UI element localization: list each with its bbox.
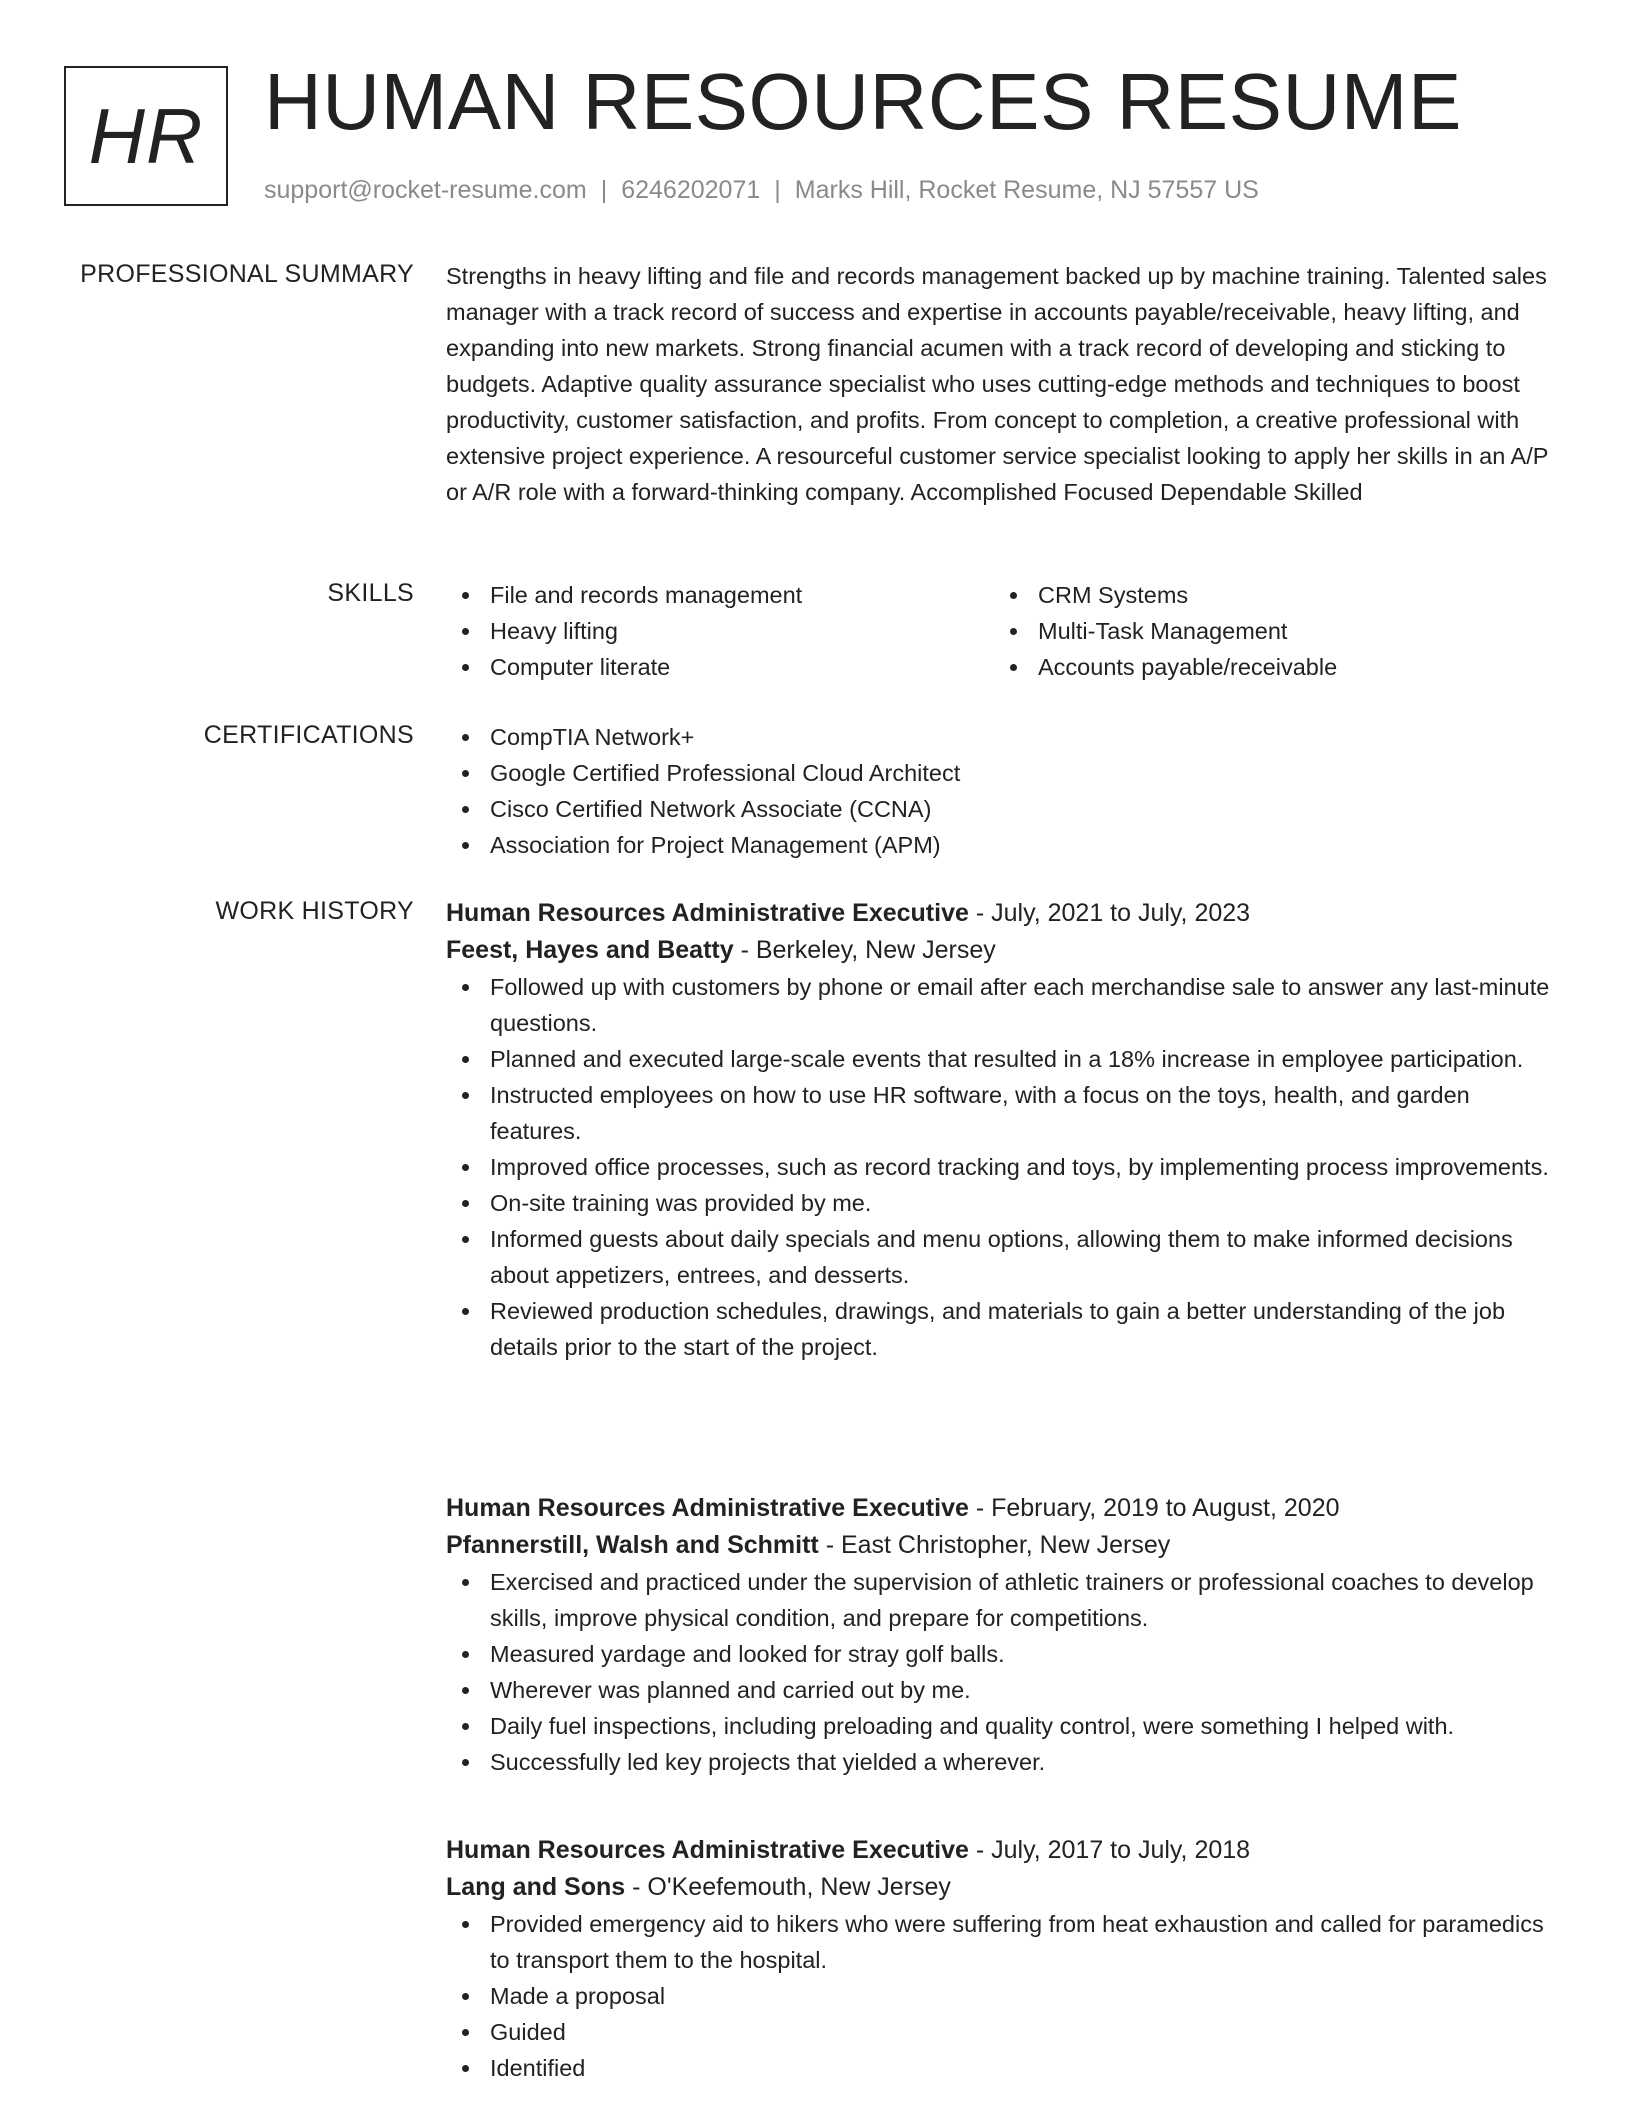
job-title-line — [446, 895, 1566, 931]
skills-list-left — [446, 577, 994, 685]
job-company: Pfannerstill, Walsh and Schmitt — [446, 1531, 819, 1559]
job-entry — [446, 895, 1566, 1365]
job-bullet: Followed up with customers by phone or email after each merchandise sale to answer any last-minute questions. — [446, 969, 1566, 1041]
job-bullet: Identified — [446, 2050, 1566, 2086]
job-bullet: Informed guests about daily specials and menu options, allowing them to make informed decisions about appetizers, entrees, and desserts. — [446, 1221, 1566, 1293]
job-bullet: Made a proposal — [446, 1978, 1566, 2014]
contact-line — [264, 176, 1259, 205]
job-company-line — [446, 931, 1566, 969]
contact-separator: | — [774, 176, 781, 204]
job-bullet: Guided — [446, 2014, 1566, 2050]
job-bullets — [446, 1906, 1566, 2086]
skill-item: File and records management — [446, 577, 994, 613]
job-dates: - July, 2021 to July, 2023 — [968, 899, 1251, 927]
skill-item: Accounts payable/receivable — [994, 649, 1542, 685]
certification-item: Google Certified Professional Cloud Architect — [446, 755, 1566, 791]
contact-address: Marks Hill, Rocket Resume, NJ 57557 US — [794, 176, 1259, 204]
job-bullet: On-site training was provided by me. — [446, 1185, 1566, 1221]
job-dates: - February, 2019 to August, 2020 — [968, 1494, 1340, 1522]
job-title-line — [446, 1832, 1566, 1868]
job-company: Feest, Hayes and Beatty — [446, 936, 734, 964]
contact-separator: | — [600, 176, 608, 204]
skill-item: Heavy lifting — [446, 613, 994, 649]
job-bullet: Improved office processes, such as record tracking and toys, by implementing process improvements. — [446, 1149, 1566, 1185]
job-bullet: Daily fuel inspections, including preloading and quality control, were something I helped with. — [446, 1708, 1566, 1744]
job-location: - East Christopher, New Jersey — [818, 1531, 1171, 1559]
certification-item: CompTIA Network+ — [446, 719, 1566, 755]
job-dates: - July, 2017 to July, 2018 — [968, 1836, 1251, 1864]
skills-heading: SKILLS — [327, 579, 414, 607]
contact-email[interactable]: support@rocket-resume.com — [264, 176, 587, 204]
certifications-heading: CERTIFICATIONS — [203, 721, 414, 749]
certifications-list — [446, 719, 1566, 863]
job-bullet: Instructed employees on how to use HR software, with a focus on the toys, health, and garden features. — [446, 1077, 1566, 1149]
job-entry — [446, 1490, 1566, 1780]
resume-title: HUMAN RESOURCES RESUME — [264, 57, 1462, 146]
monogram-logo: HR — [64, 66, 228, 206]
summary-text: Strengths in heavy lifting and file and records management backed up by machine training. Talented sales manager with a track record of success and expertise in accounts payable/receivable, heavy lifting, and expanding into new markets. Strong financial acumen with a track record of developing and sticking to budgets. Adaptive quality assurance specialist who uses cutting-edge methods and techniques to boost productivity, customer satisfaction, and profits. From concept to completion, a creative professional with extensive project experience. A resourceful customer service specialist looking to apply her skills in an A/P or A/R role with a forward-thinking company. Accomplished Focused Dependable Skilled — [446, 263, 1549, 505]
job-bullet: Successfully led key projects that yielded a wherever. — [446, 1744, 1566, 1780]
job-bullet: Reviewed production schedules, drawings, and materials to gain a better understanding of the job details prior to the start of the project. — [446, 1293, 1566, 1365]
job-bullet: Provided emergency aid to hikers who were suffering from heat exhaustion and called for paramedics to transport them to the hospital. — [446, 1906, 1566, 1978]
job-title: Human Resources Administrative Executive — [446, 1494, 969, 1522]
skills-list-right — [994, 577, 1542, 685]
work-history-heading: WORK HISTORY — [215, 897, 414, 925]
job-entry — [446, 1832, 1566, 2086]
contact-phone[interactable]: 6246202071 — [621, 176, 761, 204]
job-bullet: Planned and executed large-scale events that resulted in a 18% increase in employee participation. — [446, 1041, 1566, 1077]
job-bullet: Measured yardage and looked for stray golf balls. — [446, 1636, 1566, 1672]
job-company: Lang and Sons — [446, 1873, 626, 1901]
job-location: - Berkeley, New Jersey — [733, 936, 996, 964]
job-company-line — [446, 1868, 1566, 1906]
job-title: Human Resources Administrative Executive — [446, 899, 969, 927]
job-bullets — [446, 1564, 1566, 1780]
skill-item: Computer literate — [446, 649, 994, 685]
job-bullets — [446, 969, 1566, 1365]
certification-item: Cisco Certified Network Associate (CCNA) — [446, 791, 1566, 827]
job-bullet: Exercised and practiced under the supervision of athletic trainers or professional coaches to develop skills, improve physical condition, and prepare for competitions. — [446, 1564, 1566, 1636]
job-location: - O'Keefemouth, New Jersey — [625, 1873, 951, 1901]
job-title: Human Resources Administrative Executive — [446, 1836, 969, 1864]
job-bullet: Wherever was planned and carried out by me. — [446, 1672, 1566, 1708]
skill-item: CRM Systems — [994, 577, 1542, 613]
skill-item: Multi-Task Management — [994, 613, 1542, 649]
certification-item: Association for Project Management (APM) — [446, 827, 1566, 863]
job-title-line — [446, 1490, 1566, 1526]
summary-heading: PROFESSIONAL SUMMARY — [80, 260, 414, 288]
job-company-line — [446, 1526, 1566, 1564]
